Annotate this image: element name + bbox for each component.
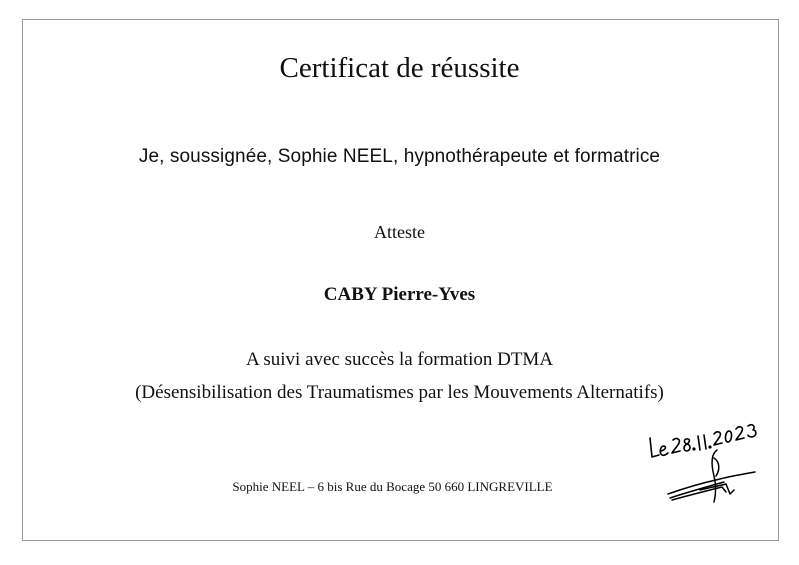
signature-drawing: [640, 410, 765, 510]
certificate-title: Certificat de réussite: [279, 52, 520, 84]
handwritten-signature: [640, 410, 765, 510]
formation-detail: (Désensibilisation des Traumatismes par les Mouvements Alternatifs): [135, 382, 664, 403]
intro-statement: Je, soussignée, Sophie NEEL, hypnothérapeute et formatrice: [138, 146, 661, 167]
formation-line: A suivi avec succès la formation DTMA: [245, 349, 554, 370]
signature-date-handwriting: [650, 425, 756, 457]
attest-label: Atteste: [374, 222, 425, 242]
recipient-name: CABY Pierre-Yves: [323, 284, 476, 305]
footer-address-text: Sophie NEEL – 6 bis Rue du Bocage 50 660 LINGREVILLE: [232, 479, 553, 494]
signature-scribble: [668, 450, 755, 502]
